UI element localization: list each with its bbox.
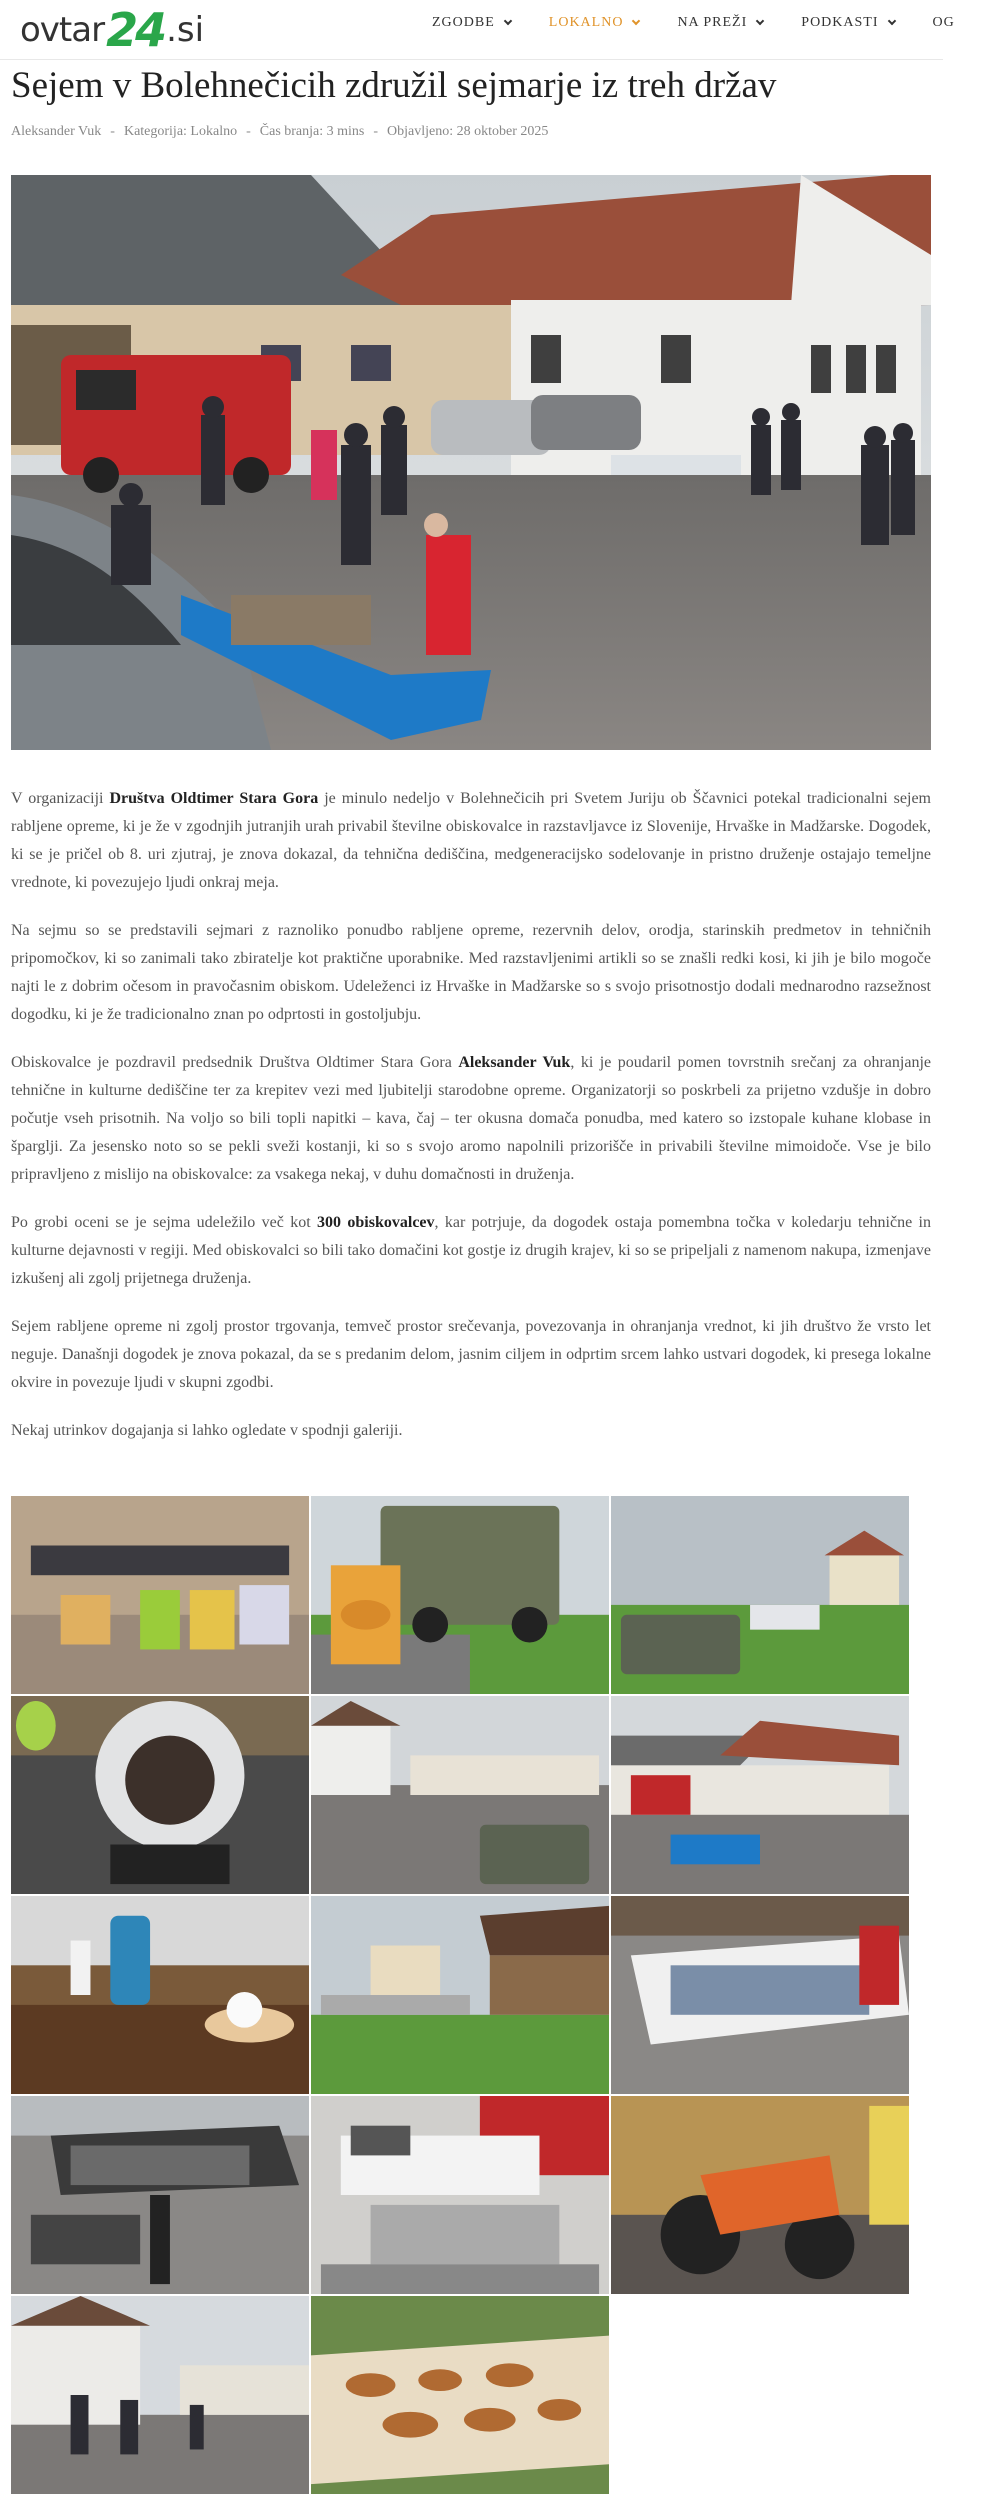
photo-gallery [11,1496,911,2496]
logo-text-post: .si [166,10,205,50]
site-logo[interactable] [20,2,205,57]
category-link[interactable]: Kategorija: Lokalno [123,124,238,139]
hero-image [11,175,931,750]
read-time: Čas branja: 3 mins [259,124,365,139]
chevron-down-icon [504,16,512,24]
gallery-photo[interactable] [311,1896,609,2094]
chevron-down-icon [756,16,764,24]
article-paragraph: Nekaj utrinkov dogajanja si lahko ogledate v spodnji galeriji. [11,1422,403,1439]
gallery-photo[interactable] [11,1496,309,1694]
chevron-down-icon [887,16,895,24]
article-meta [11,124,548,140]
chevron-down-icon [632,16,640,24]
logo-text-num: 24 [106,3,165,57]
nav-item-podkasti[interactable]: PODKASTI [801,15,894,31]
gallery-photo[interactable] [611,2096,909,2294]
gallery-photo[interactable] [311,1496,609,1694]
gallery-photo[interactable] [11,1696,309,1894]
gallery-photo[interactable] [311,2296,609,2494]
gallery-photo[interactable] [611,1896,909,2094]
gallery-photo[interactable] [11,2296,309,2494]
nav-item-na-prezi[interactable]: NA PREŽI [677,15,763,31]
page-title: Sejem v Bolehnečicih združil sejmarje iz treh držav [11,65,777,106]
logo-text-pre: ovtar [20,10,105,50]
meta-separator: - [373,124,379,139]
gallery-photo[interactable] [11,1896,309,2094]
nav-item-lokalno[interactable]: LOKALNO [549,15,640,31]
article-paragraph: Obiskovalce je pozdravil predsednik Društva Oldtimer Stara Gora Aleksander Vuk, ki je poudaril pomen tovrstnih srečanj za ohranjanje tehnične in kulturne dediščine ter za krepitev vezi med ljubitelji starodobne opreme. Organizatorji so poskrbeli za prijetno vzdušje in dobro počutje vseh prisotnih. Na voljo so bili topli napitki – kava, čaj – ter okusna domača ponudba, med katero so izstopale kuhane klobase in šparglji. Za jesensko noto so se pekli sveži kostanji, ki so s svojo aromo napolnili prizorišče in privabili številne mimoidoče. Vse je bilo pripravljeno z mislijo na obiskovalce: za vsakega nekaj, v duhu domačnosti in druženja. [11,1054,932,1183]
author-link[interactable]: Aleksander Vuk [11,124,102,139]
meta-separator: - [110,124,115,139]
article-paragraph: Sejem rabljene opreme ni zgolj prostor trgovanja, temveč prostor srečevanja, povezovanja in ohranjanja vrednot, ki jih društvo že vrsto let neguje. Današnji dogodek je znova pokazal, da se s predanim delom, jasnim ciljem in odprtim srcem lahko ustvari dogodek, ki presega lokalne okvire in povezuje ljudi v skupni zgodbi. [11,1318,931,1391]
publish-date: Objavljeno: 28 oktober 2025 [387,124,549,139]
nav-item-og[interactable]: OG [932,14,955,30]
gallery-photo[interactable] [311,1696,609,1894]
article-paragraph: Po grobi oceni se je sejma udeležilo več kot 300 obiskovalcev, kar potrjuje, da dogodek ostaja pomembna točka v koledarju tehnične in kulturne dejavnosti v regiji. Med obiskovalci so bili tako domačini kot gostje iz drugih krajev, ki so se pripeljali z namenom nakupa, izmenjave izkušenj ali zgolj prijetnega druženja. [11,1214,931,1287]
article-paragraph: Na sejmu so se predstavili sejmari z raznoliko ponudbo rabljene opreme, rezervnih delov, orodja, starinskih predmetov in tehničnih pripomočkov, ki so zanimali tako zbiratelje kot praktične uporabnike. Med razstavljenimi artikli so se znašli redki kosi, ki jih je bilo mogoče najti le z dobrim očesom in pravočasnim obiskom. Udeleženci iz Hrvaške in Madžarske so s svojo prisotnostjo dodali mednarodno razsežnost dogodku, ki je že tradicionalno znan po odprtosti in gostoljubju. [11,922,931,1023]
nav-item-zgodbe[interactable]: ZGODBE [432,15,511,31]
hero-photo-illustration [11,175,931,750]
site-header [0,0,955,60]
gallery-photo[interactable] [11,2096,309,2294]
gallery-photo[interactable] [611,1696,909,1894]
main-nav [432,0,993,45]
article-body [11,785,931,1465]
article-paragraph: V organizaciji Društva Oldtimer Stara Gora je minulo nedeljo v Bolehnečicih pri Svetem Juriju ob Ščavnici potekal tradicionalni sejem rabljene opreme, ki je že v zgodnjih jutranjih urah privabil številne obiskovalce in razstavljavce iz Slovenije, Hrvaške in Madžarske. Dogodek, ki se je pričel ob 8. uri zjutraj, je znova dokazal, da tehnična dediščina, medgeneracijsko sodelovanje in pristno druženje ostajajo temeljne vrednote, ki povezujejo ljudi onkraj meja. [11,790,931,891]
gallery-photo[interactable] [311,2096,609,2294]
meta-separator: - [246,124,251,139]
gallery-photo[interactable] [611,1496,909,1694]
